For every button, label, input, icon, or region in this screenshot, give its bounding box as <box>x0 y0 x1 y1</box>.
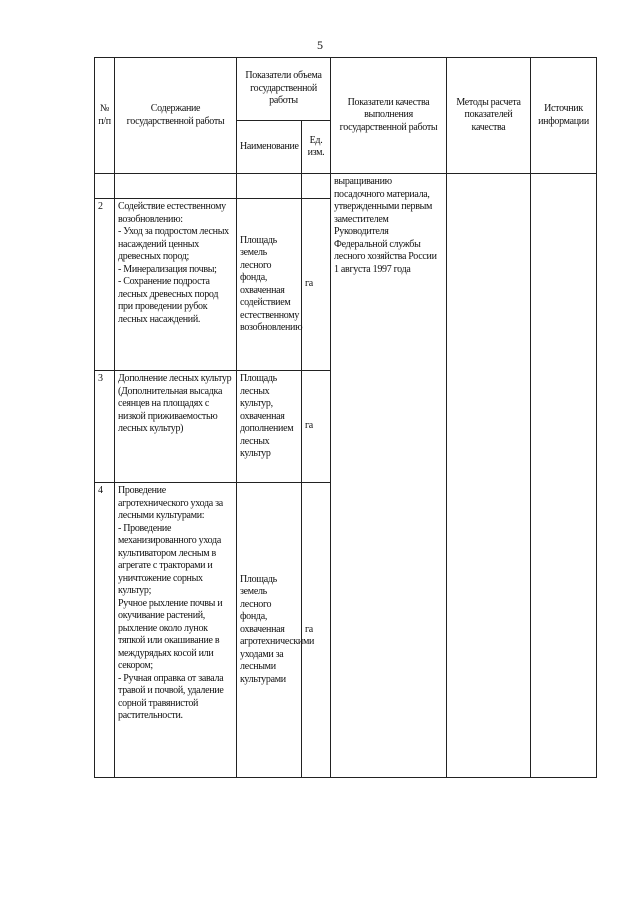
row-indicator: Площадь земель лесного фонда, охваченная содействием естественному возобновлению <box>237 199 302 371</box>
row-content <box>115 199 237 371</box>
row-indicator: Площадь лесных культур, охваченная дополнением лесных культур <box>237 371 302 483</box>
header-methods: Методы расчета показателей качества <box>447 58 531 174</box>
row-unit: га <box>302 199 331 371</box>
row-content <box>115 371 237 483</box>
header-content: Содержание государственной работы <box>115 58 237 174</box>
table-cell <box>302 174 331 199</box>
content-line: - Ручная оправка от завала травой и почвой, удаление сорной травянистой растительности. <box>118 672 224 721</box>
table-cell <box>95 174 115 199</box>
table-cell <box>115 174 237 199</box>
content-line: Дополнение лесных культур (Дополнительная высадка сеянцев на площадях с низкой приживаемостью лесных культур) <box>118 373 232 434</box>
content-line: - Минерализация почвы; <box>118 263 217 275</box>
content-line: Ручное рыхление почвы и окучивание растений, рыхление около лунок тяпкой или окашивание в междурядьях косой или секором; <box>118 597 223 671</box>
header-volume-name: Наименование <box>237 121 302 174</box>
row-number: 3 <box>95 371 115 483</box>
header-quality: Показатели качества выполнения государственной работы <box>331 58 447 174</box>
content-line: Содействие естественному возобновлению: <box>118 201 226 225</box>
header-source: Источник информации <box>531 58 597 174</box>
row-indicator: Площадь земель лесного фонда, охваченная агротехническими уходами за лесными культурами <box>237 483 302 778</box>
row-number: 2 <box>95 199 115 371</box>
content-line: - Уход за подростом лесных насаждений ценных древесных пород; <box>118 226 229 262</box>
content-line: Проведение агротехнического ухода за лесными культурами: <box>118 485 223 521</box>
row-unit: га <box>302 371 331 483</box>
row-content <box>115 483 237 778</box>
row-unit: га <box>302 483 331 778</box>
table-cell <box>237 174 302 199</box>
content-line: - Проведение механизированного ухода культиватором лесным в агрегате с тракторами и уничтожение сорных культур; <box>118 522 221 596</box>
work-table <box>94 57 597 778</box>
page-number: 5 <box>317 38 323 52</box>
content-line: - Сохранение подроста лесных древесных пород при проведении рубок лесных насаждений. <box>118 276 219 325</box>
methods-cell <box>447 174 531 778</box>
header-volume: Показатели объема государственной работы <box>237 58 331 121</box>
quality-indicator-text: выращиванию посадочного материала, утвержденными первым заместителем Руководителя Федеральной службы лесного хозяйства России 1 августа 1997 года <box>331 174 447 778</box>
header-volume-unit: Ед. изм. <box>302 121 331 174</box>
header-num: № п/п <box>95 58 115 174</box>
row-number: 4 <box>95 483 115 778</box>
source-cell <box>531 174 597 778</box>
